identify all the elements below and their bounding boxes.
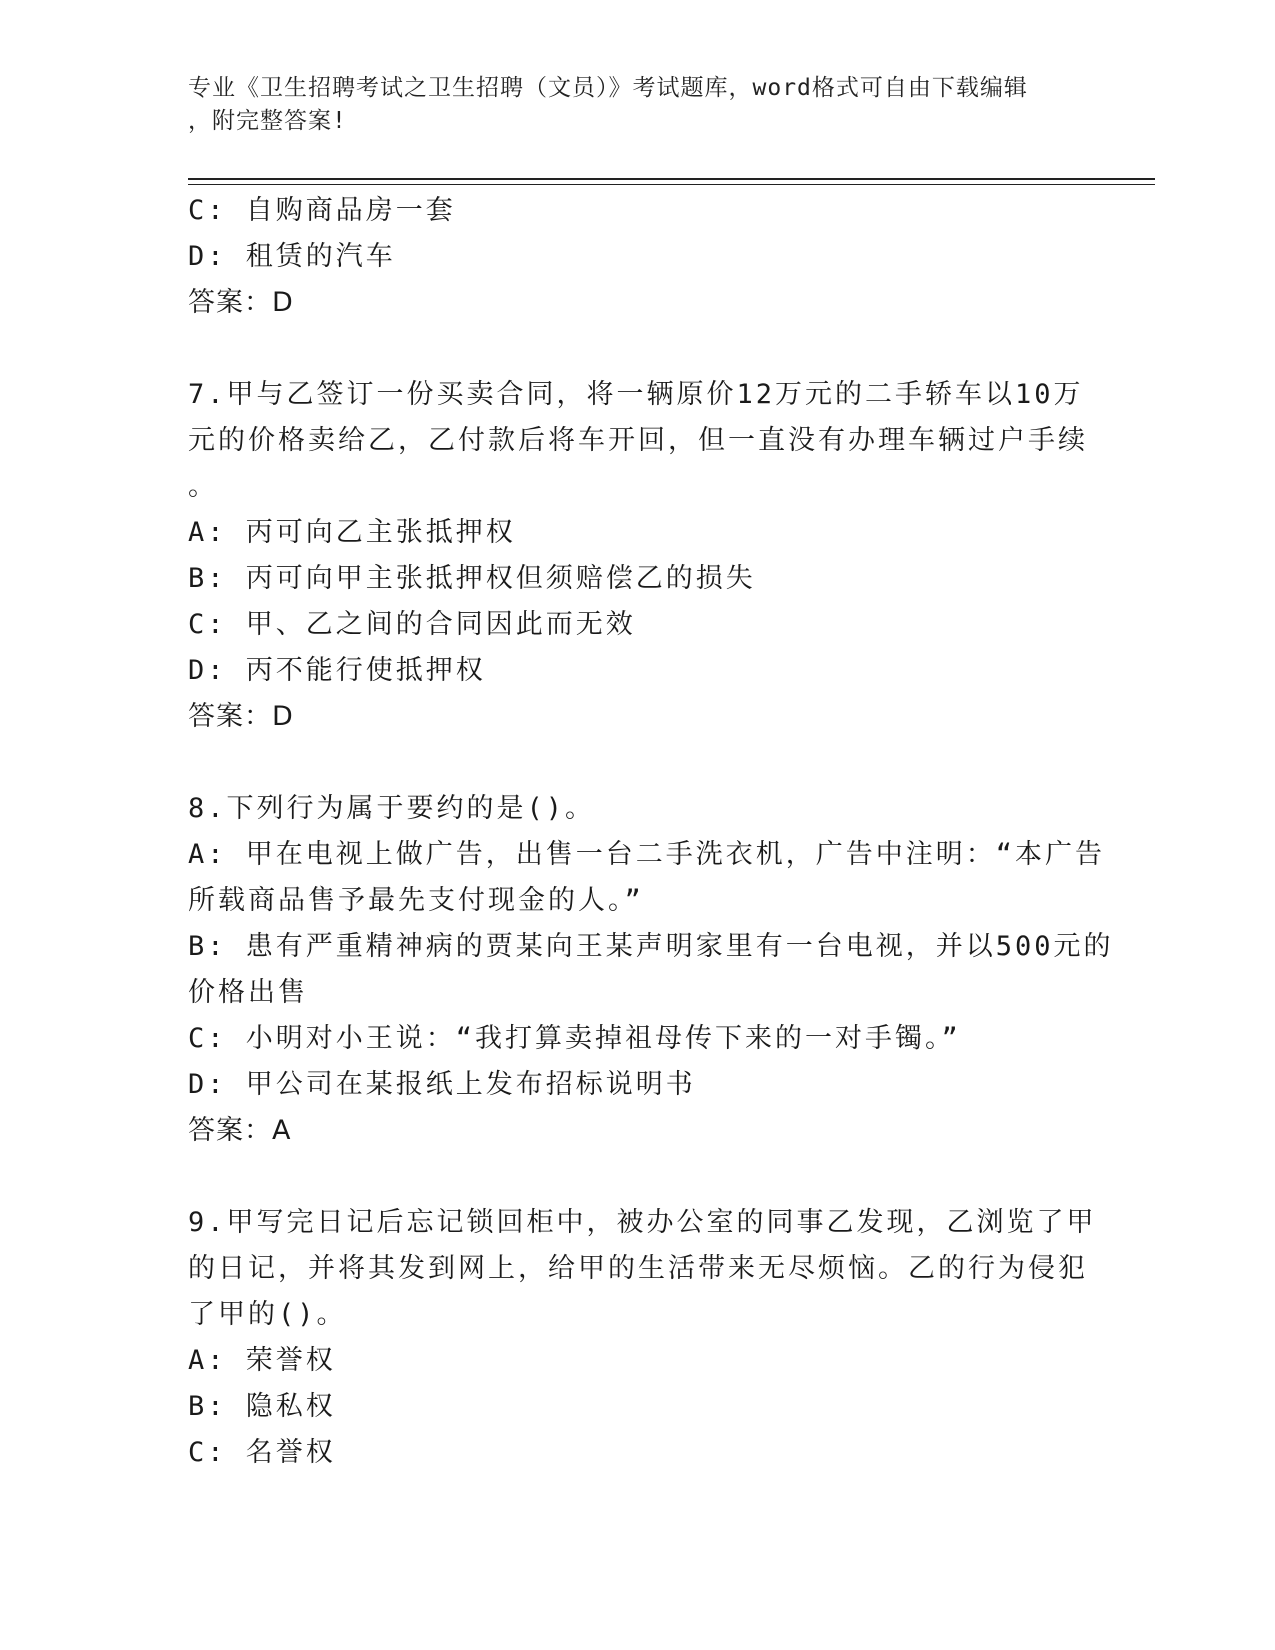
q7-stem-line-3: 。: [188, 471, 218, 502]
document-header: [188, 72, 1088, 138]
question-7: [188, 372, 1088, 740]
q9-option-a: A: 荣誉权: [188, 1345, 336, 1376]
q7-option-d: D: 丙不能行使抵押权: [188, 655, 486, 686]
q9-stem-line-2: 的日记，并将其发到网上，给甲的生活带来无尽烦恼。乙的行为侵犯: [188, 1253, 1088, 1284]
header-title-line-2: ，附完整答案!: [188, 108, 347, 134]
q8-option-b-line-2: 价格出售: [188, 977, 308, 1008]
q7-stem-line-2: 元的价格卖给乙，乙付款后将车开回，但一直没有办理车辆过户手续: [188, 425, 1088, 456]
q9-option-b: B: 隐私权: [188, 1391, 336, 1422]
spacer: [188, 1154, 1088, 1200]
q8-option-d: D: 甲公司在某报纸上发布招标说明书: [188, 1069, 696, 1100]
spacer: [188, 740, 1088, 786]
q7-option-c: C: 甲、乙之间的合同因此而无效: [188, 609, 636, 640]
q6-option-d: D: 租赁的汽车: [188, 241, 396, 272]
question-6-remainder: [188, 188, 1088, 326]
question-9: [188, 1200, 1097, 1476]
q7-answer: 答案：D: [188, 701, 294, 732]
q9-stem-line-3: 了甲的()。: [188, 1299, 347, 1330]
q8-option-c: C: 小明对小王说：“我打算卖掉祖母传下来的一对手镯。”: [188, 1023, 961, 1054]
q8-stem: 8.下列行为属于要约的是()。: [188, 793, 596, 824]
question-8: [188, 786, 1114, 1154]
q7-stem-line-1: 7.甲与乙签订一份买卖合同，将一辆原价12万元的二手轿车以10万: [188, 379, 1084, 410]
q9-option-c: C: 名誉权: [188, 1437, 336, 1468]
q6-answer: 答案：D: [188, 287, 294, 318]
document-body: [188, 188, 1114, 1476]
spacer: [188, 326, 1088, 372]
q8-answer: 答案：A: [188, 1115, 292, 1146]
q9-stem-line-1: 9.甲写完日记后忘记锁回柜中，被办公室的同事乙发现，乙浏览了甲: [188, 1207, 1097, 1238]
header-divider-thick: [188, 178, 1155, 180]
q8-option-a-line-2: 所载商品售予最先支付现金的人。”: [188, 885, 644, 916]
q7-option-b: B: 丙可向甲主张抵押权但须赔偿乙的损失: [188, 563, 756, 594]
header-divider-thin: [188, 184, 1155, 185]
q6-option-c: C: 自购商品房一套: [188, 195, 456, 226]
q8-option-a-line-1: A: 甲在电视上做广告，出售一台二手洗衣机，广告中注明：“本广告: [188, 839, 1106, 870]
header-title-line-1: 专业《卫生招聘考试之卫生招聘（文员）》考试题库，word格式可自由下载编辑: [188, 75, 1028, 101]
q8-option-b-line-1: B: 患有严重精神病的贾某向王某声明家里有一台电视，并以500元的: [188, 931, 1114, 962]
q7-option-a: A: 丙可向乙主张抵押权: [188, 517, 516, 548]
